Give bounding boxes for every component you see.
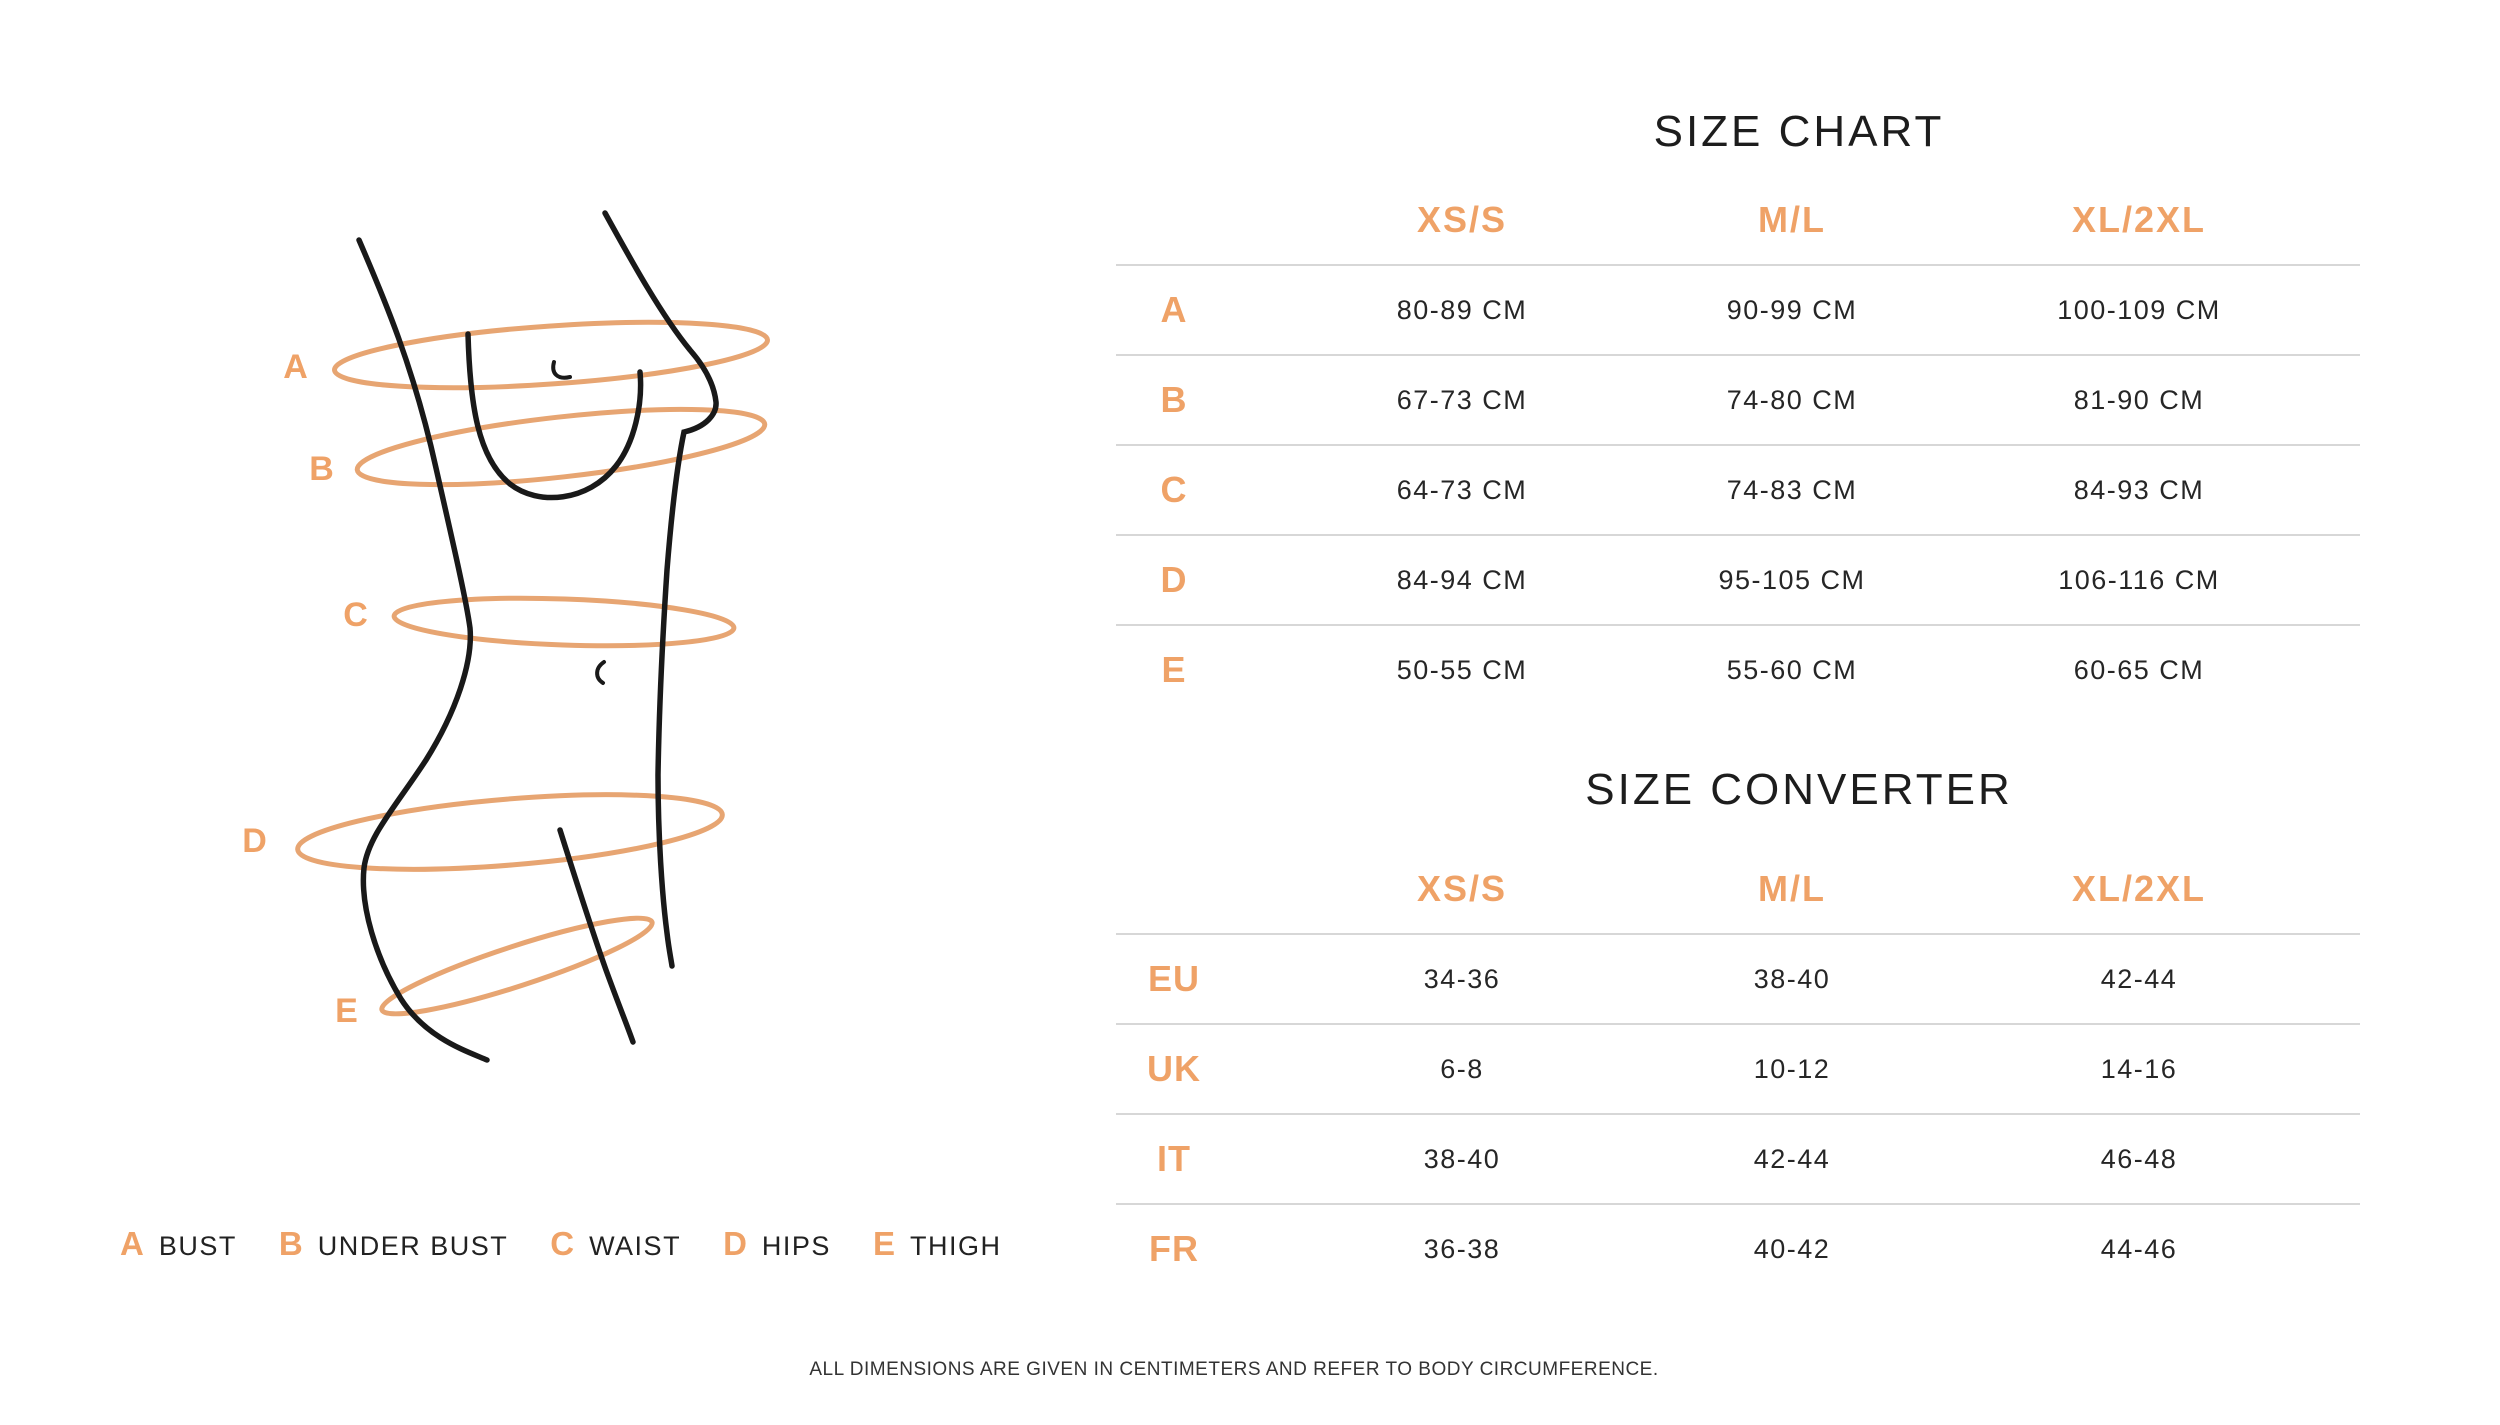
table-row — [1116, 536, 2360, 626]
legend-label: THIGH — [909, 1231, 1002, 1261]
size-cell: 38-40 — [1423, 1144, 1501, 1174]
table-row — [1116, 356, 2360, 446]
column-header: XS/S — [1416, 868, 1508, 909]
size-chart-table — [1116, 264, 2360, 714]
column-header: XS/S — [1416, 199, 1508, 240]
legend-key: A — [120, 1225, 144, 1262]
column-header: M/L — [1758, 868, 1826, 909]
ring-letters — [242, 348, 369, 1030]
size-cell: 42-44 — [2100, 964, 2178, 994]
legend-item-waist — [550, 1218, 681, 1272]
size-chart-headers — [1116, 196, 2360, 244]
legend-label: UNDER BUST — [317, 1231, 509, 1261]
waist-ring — [393, 593, 734, 651]
legend-key: D — [723, 1225, 747, 1262]
size-chart-title: SIZE CHART — [1653, 107, 1945, 156]
size-converter-title: SIZE CONVERTER — [1585, 765, 2013, 814]
size-cell: 36-38 — [1423, 1234, 1501, 1264]
row-label: C — [1160, 469, 1188, 510]
size-cell: 84-94 CM — [1396, 565, 1528, 595]
ring-label-hips: D — [242, 822, 268, 860]
size-cell: 10-12 — [1753, 1054, 1831, 1084]
size-cell: 40-42 — [1753, 1234, 1831, 1264]
ring-label-bust: A — [283, 348, 309, 386]
legend-item-under-bust — [279, 1218, 508, 1272]
size-cell: 74-80 CM — [1726, 385, 1858, 415]
size-cell: 44-46 — [2100, 1234, 2178, 1264]
size-cell: 64-73 CM — [1396, 475, 1528, 505]
legend-key: B — [278, 1225, 303, 1262]
under-bust-ring — [354, 394, 768, 499]
table-row — [1116, 935, 2360, 1025]
row-label: FR — [1149, 1228, 1199, 1269]
table-row — [1116, 1205, 2360, 1293]
size-cell: 80-89 CM — [1396, 295, 1528, 325]
size-cell: 55-60 CM — [1726, 655, 1858, 685]
legend-item-thigh — [873, 1218, 1002, 1272]
row-label: A — [1160, 289, 1188, 330]
size-cell: 84-93 CM — [2073, 475, 2205, 505]
table-row — [1116, 266, 2360, 356]
size-cell: 14-16 — [2100, 1054, 2178, 1084]
thigh-ring — [376, 903, 658, 1029]
ring-label-under-bust: B — [309, 450, 335, 488]
size-cell: 34-36 — [1423, 964, 1501, 994]
size-cell: 95-105 CM — [1718, 565, 1866, 595]
table-row — [1116, 1025, 2360, 1115]
row-label: UK — [1147, 1048, 1201, 1089]
row-label: E — [1161, 649, 1187, 690]
column-header: XL/2XL — [2071, 199, 2207, 240]
size-cell: 38-40 — [1753, 964, 1831, 994]
column-header: XL/2XL — [2071, 868, 2207, 909]
ring-label-thigh: E — [335, 992, 359, 1030]
size-cell: 50-55 CM — [1396, 655, 1528, 685]
table-row — [1116, 626, 2360, 714]
legend-key: E — [872, 1225, 895, 1262]
navel-tick — [597, 662, 604, 683]
row-label: IT — [1157, 1138, 1191, 1179]
table-row — [1116, 446, 2360, 536]
legend-label: BUST — [158, 1231, 237, 1261]
size-cell: 60-65 CM — [2073, 655, 2205, 685]
size-cell: 81-90 CM — [2073, 385, 2205, 415]
size-cell: 6-8 — [1440, 1054, 1484, 1084]
size-cell: 67-73 CM — [1396, 385, 1528, 415]
ring-label-waist: C — [343, 596, 369, 634]
row-label: B — [1160, 379, 1188, 420]
bust-ring — [333, 311, 770, 399]
legend-key: C — [550, 1225, 575, 1262]
size-cell: 100-109 CM — [2057, 295, 2221, 325]
table-row — [1116, 1115, 2360, 1205]
legend-item-bust — [120, 1218, 237, 1272]
size-cell: 42-44 — [1753, 1144, 1831, 1174]
column-header: M/L — [1758, 199, 1826, 240]
legend-label: HIPS — [761, 1231, 831, 1261]
measurement-legend — [120, 1218, 1001, 1270]
legend-item-hips — [723, 1218, 831, 1272]
size-cell: 74-83 CM — [1726, 475, 1858, 505]
size-cell: 90-99 CM — [1726, 295, 1858, 325]
size-converter-table — [1116, 933, 2360, 1293]
size-cell: 106-116 CM — [2058, 565, 2220, 595]
inner-thigh-line — [560, 830, 633, 1042]
nipple-tick — [553, 362, 570, 378]
body-measurement-figure — [0, 0, 1000, 1250]
legend-label: WAIST — [589, 1231, 682, 1261]
row-label: D — [1160, 559, 1188, 600]
dimensions-footnote: ALL DIMENSIONS ARE GIVEN IN CENTIMETERS AND REFER TO BODY CIRCUMFERENCE. — [809, 1359, 1659, 1380]
row-label: EU — [1147, 958, 1201, 999]
size-cell: 46-48 — [2100, 1144, 2178, 1174]
size-converter-headers — [1116, 865, 2360, 913]
